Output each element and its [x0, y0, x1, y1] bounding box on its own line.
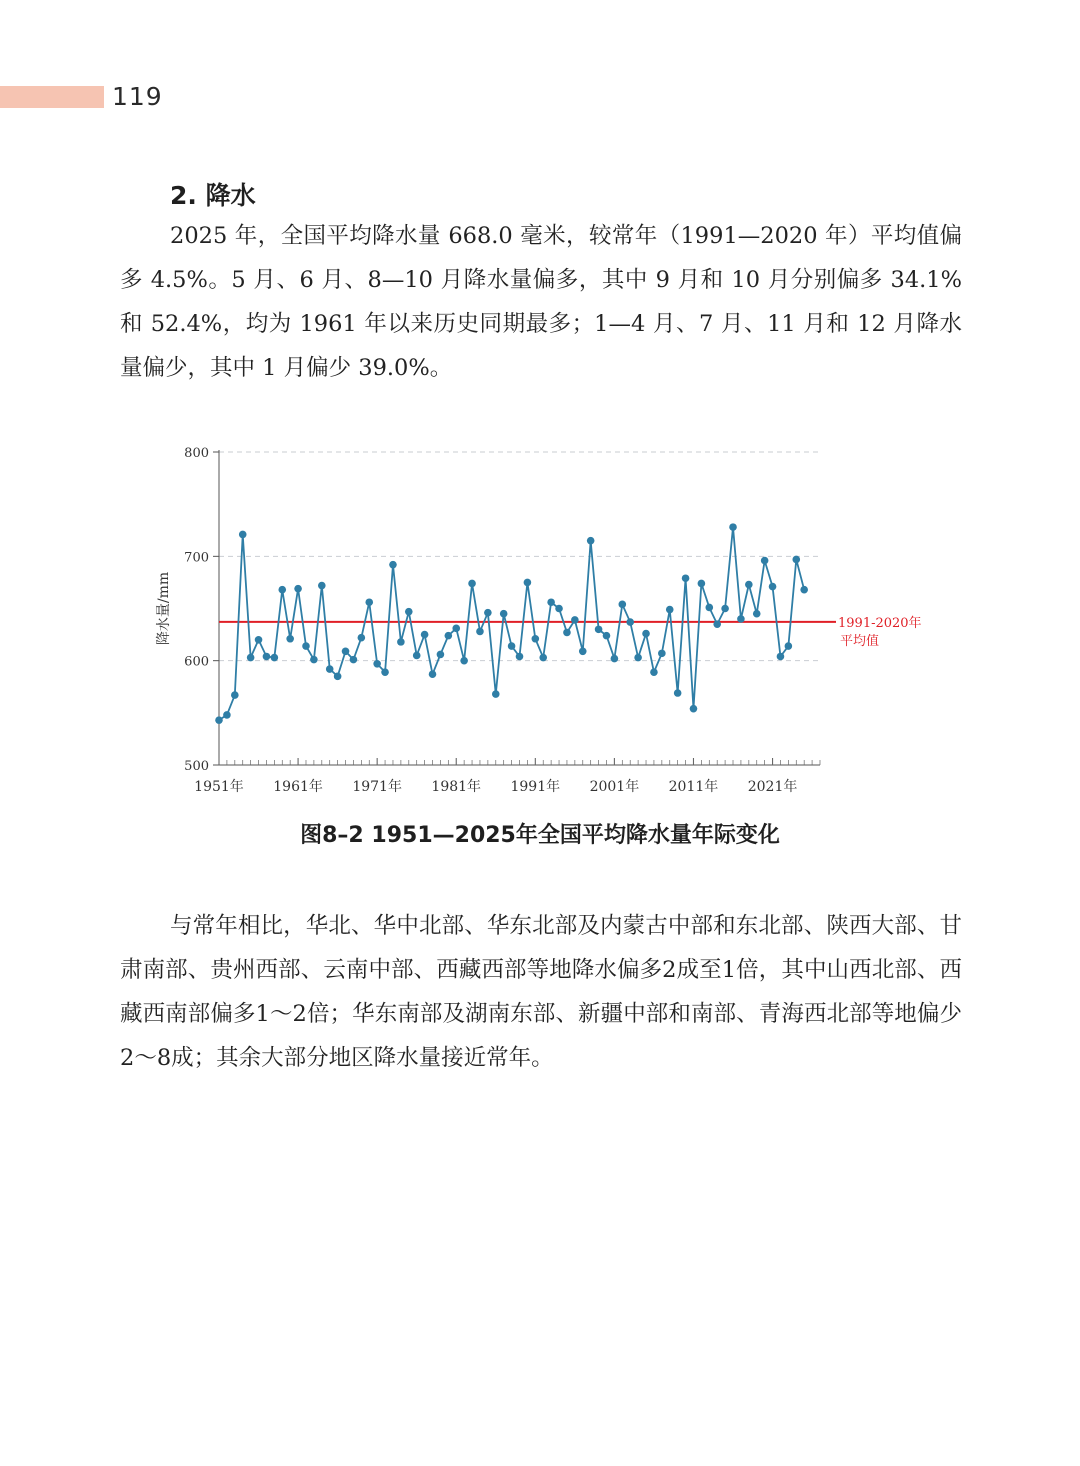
data-point: [650, 668, 658, 676]
data-point: [286, 635, 294, 643]
data-point: [555, 605, 563, 613]
data-point: [326, 665, 334, 673]
data-point: [294, 585, 302, 593]
data-point: [255, 636, 263, 644]
data-point: [271, 654, 279, 662]
data-point: [619, 601, 627, 609]
page-tab-decoration: [0, 86, 104, 108]
data-point: [231, 691, 239, 699]
data-point: [674, 689, 682, 697]
data-point: [429, 670, 437, 678]
data-point: [468, 580, 476, 588]
data-point: [484, 609, 492, 617]
data-point: [389, 561, 397, 569]
data-point: [769, 583, 777, 591]
data-point: [365, 598, 373, 606]
data-point: [666, 606, 674, 614]
data-point: [587, 537, 595, 545]
data-point: [445, 632, 453, 640]
data-point: [634, 654, 642, 662]
data-point: [460, 657, 468, 665]
data-point: [682, 574, 690, 582]
data-point: [547, 598, 555, 606]
data-point: [729, 523, 737, 531]
figure-caption: 图8–2 1951—2025年全国平均降水量年际变化: [300, 823, 780, 848]
data-point: [247, 654, 255, 662]
data-point: [476, 628, 484, 636]
x-tick-label: 2021年: [747, 779, 798, 795]
data-point: [421, 631, 429, 639]
data-point: [223, 711, 231, 719]
data-point: [753, 610, 761, 618]
x-tick-label: 1951年: [194, 779, 244, 795]
y-tick-label: 500: [184, 759, 209, 774]
reference-line-sublabel: 平均值: [840, 633, 880, 649]
y-axis-label: 降水量/mm: [156, 571, 172, 646]
data-point: [278, 586, 286, 594]
page-number: 119: [112, 82, 163, 111]
data-point: [690, 705, 698, 713]
data-point: [698, 580, 706, 588]
x-tick-label: 1981年: [431, 779, 482, 795]
data-point: [737, 615, 745, 623]
data-point: [310, 656, 318, 664]
data-point: [532, 635, 540, 643]
data-point: [239, 531, 247, 539]
data-point: [342, 647, 350, 655]
data-point: [500, 610, 508, 618]
data-point: [263, 653, 271, 661]
data-point: [492, 690, 500, 698]
chart-svg: [150, 438, 930, 810]
reference-line-label: 1991-2020年: [838, 615, 922, 631]
data-point: [318, 582, 326, 590]
data-point: [334, 673, 342, 681]
y-tick-label: 600: [184, 654, 209, 670]
data-point: [381, 668, 389, 676]
data-point: [761, 557, 769, 565]
data-point: [603, 632, 611, 640]
paragraph-regional-precipitation: 与常年相比，华北、华中北部、华东北部及内蒙古中部和东北部、陕西大部、甘肃南部、贵州西部、云南中部、西藏西部等地降水偏多2成至1倍，其中山西北部、西藏西南部偏多1～2倍；华东南部及湖南东部、新疆中部和南部、青海西北部等地偏少2～8成；其余大部分地区降水量接近常年。: [120, 913, 962, 1071]
precipitation-chart: [150, 438, 930, 810]
data-point: [397, 638, 405, 646]
data-point: [745, 581, 753, 589]
data-point: [777, 653, 785, 661]
data-point: [658, 650, 666, 658]
data-point: [595, 626, 603, 634]
data-point: [350, 656, 358, 664]
data-point: [611, 655, 619, 663]
x-tick-label: 1971年: [352, 779, 402, 795]
data-point: [571, 616, 579, 624]
x-tick-label: 1991年: [510, 779, 561, 795]
data-point: [516, 653, 524, 661]
data-point: [437, 651, 445, 659]
x-tick-label: 2011年: [668, 779, 719, 795]
data-point: [721, 605, 729, 613]
data-point: [563, 629, 571, 637]
data-point: [579, 647, 587, 655]
data-point: [785, 642, 793, 650]
section-title: 2. 降水: [170, 181, 256, 210]
x-tick-label: 1961年: [273, 779, 323, 795]
data-point: [452, 625, 460, 633]
data-point: [358, 634, 366, 642]
data-point: [302, 642, 310, 650]
data-point: [642, 630, 650, 638]
data-point: [539, 654, 547, 662]
data-point: [524, 579, 532, 587]
x-tick-label: 2001年: [589, 779, 640, 795]
data-point: [405, 608, 413, 616]
data-point: [215, 716, 223, 724]
data-point: [713, 620, 721, 628]
data-point: [800, 586, 808, 594]
data-point: [508, 642, 516, 650]
y-tick-label: 800: [184, 446, 209, 461]
data-point: [413, 652, 421, 660]
data-point: [373, 660, 381, 668]
paragraph-annual-precipitation: 2025 年，全国平均降水量 668.0 毫米，较常年（1991—2020 年）平均值偏多 4.5%。5 月、6 月、8—10 月降水量偏多，其中 9 月和 10 月分别偏多 34.1% 和 52.4%，均为 1961 年以来历史同期最多；1—4 月、7 月、11 月和 12 月降水量偏少，其中 1 月偏少 39.0%。: [120, 223, 962, 381]
data-point: [792, 556, 800, 564]
data-point: [705, 604, 713, 612]
data-point: [626, 618, 634, 626]
y-tick-label: 700: [184, 550, 209, 566]
